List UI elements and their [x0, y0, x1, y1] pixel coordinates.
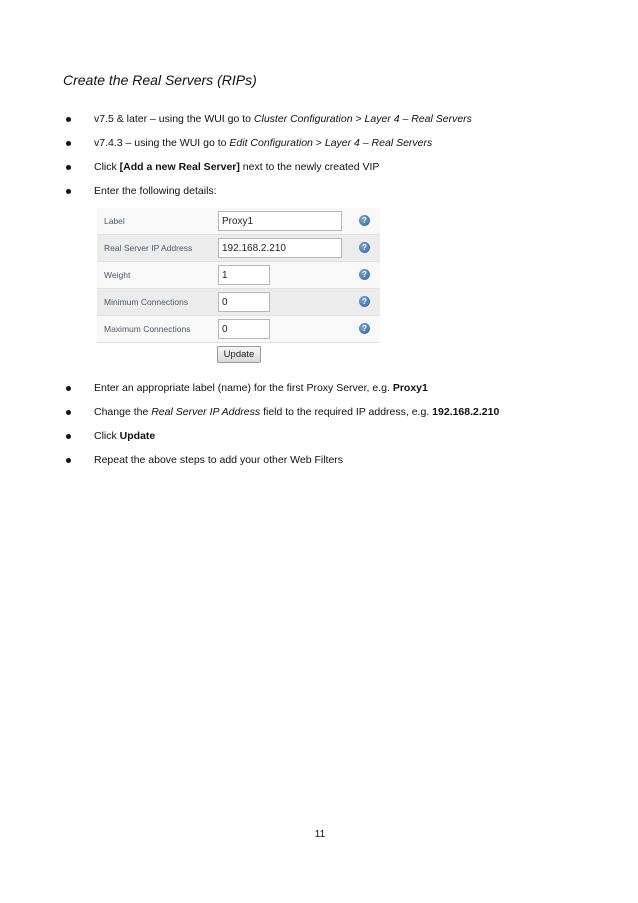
bullet-text-part: next to the newly created VIP	[239, 161, 380, 173]
bullet-text-part: 192.168.2.210	[432, 406, 500, 418]
form-field-input[interactable]: 0	[218, 319, 270, 339]
help-icon[interactable]: ?	[359, 323, 370, 334]
bullet-text-part: [Add a new Real Server]	[119, 161, 240, 173]
form-field-label: Weight	[104, 270, 131, 280]
form-row	[97, 235, 380, 262]
form-field-label: Real Server IP Address	[104, 243, 193, 253]
bullet-dot-icon	[66, 189, 71, 194]
bullet-text-part: field to the required IP address, e.g.	[260, 406, 433, 418]
bullet-item	[66, 113, 472, 125]
form-row	[97, 208, 380, 235]
bullet-item	[66, 161, 379, 173]
help-icon[interactable]: ?	[359, 296, 370, 307]
form-row	[97, 316, 380, 343]
bullet-dot-icon	[66, 165, 71, 170]
bullet-text	[94, 185, 217, 197]
bullet-item	[66, 454, 343, 466]
form-row	[97, 289, 380, 316]
form-row	[97, 262, 380, 289]
form-field-label: Label	[104, 216, 125, 226]
help-icon[interactable]: ?	[359, 215, 370, 226]
bullet-dot-icon	[66, 117, 71, 122]
bullet-item	[66, 430, 155, 442]
bullet-text	[94, 454, 343, 466]
bullet-dot-icon	[66, 386, 71, 391]
update-button[interactable]: Update	[217, 346, 261, 363]
bullet-item	[66, 137, 432, 149]
bullet-text-part: Edit Configuration	[229, 137, 313, 149]
bullet-text-part: Click	[94, 430, 120, 442]
bullet-text-part: >	[352, 113, 365, 125]
form-field-label: Minimum Connections	[104, 297, 189, 307]
bullet-text-part: Cluster Configuration	[253, 113, 353, 125]
form-field-input[interactable]: 1	[218, 265, 270, 285]
bullet-text-part: Enter an appropriate label (name) for the first Proxy Server, e.g.	[94, 382, 393, 394]
bullet-dot-icon	[66, 434, 71, 439]
bullet-text	[94, 137, 432, 149]
bullet-text-part: Layer 4 – Real Servers	[364, 113, 472, 125]
help-icon[interactable]: ?	[359, 242, 370, 253]
bullet-text-part: >	[312, 137, 325, 149]
bullet-text	[94, 430, 155, 442]
bullet-text	[94, 161, 379, 173]
bullet-text-part: v7.5 & later – using the WUI go to	[94, 113, 254, 125]
bullet-text-part: Repeat the above steps to add your other Web Filters	[94, 454, 344, 466]
form-field-input[interactable]: Proxy1	[218, 211, 342, 231]
bullet-text	[94, 113, 472, 125]
bullet-text-part: Change the	[94, 406, 152, 418]
bullet-text-part: Layer 4 – Real Servers	[324, 137, 433, 149]
section-heading: Create the Real Servers (RIPs)	[63, 72, 257, 88]
real-server-form	[97, 208, 380, 343]
bullet-item	[66, 382, 428, 394]
bullet-text-part: v7.4.3 – using the WUI go to	[94, 137, 230, 149]
bullet-text-part: Click	[94, 161, 120, 173]
page-number: 11	[314, 829, 326, 840]
form-field-input[interactable]: 192.168.2.210	[218, 238, 342, 258]
bullet-text-part: Real Server IP Address	[151, 406, 261, 418]
help-icon[interactable]: ?	[359, 269, 370, 280]
bullet-text	[94, 382, 428, 394]
bullet-dot-icon	[66, 410, 71, 415]
bullet-text-part: Proxy1	[392, 382, 428, 394]
bullet-text-part: Update	[119, 430, 156, 442]
bullet-item	[66, 185, 217, 197]
form-field-label: Maximum Connections	[104, 324, 191, 334]
form-field-input[interactable]: 0	[218, 292, 270, 312]
bullet-item	[66, 406, 499, 418]
bullet-dot-icon	[66, 458, 71, 463]
bullet-text-part: Enter the following details:	[94, 185, 217, 197]
bullet-dot-icon	[66, 141, 71, 146]
bullet-text	[94, 406, 499, 418]
